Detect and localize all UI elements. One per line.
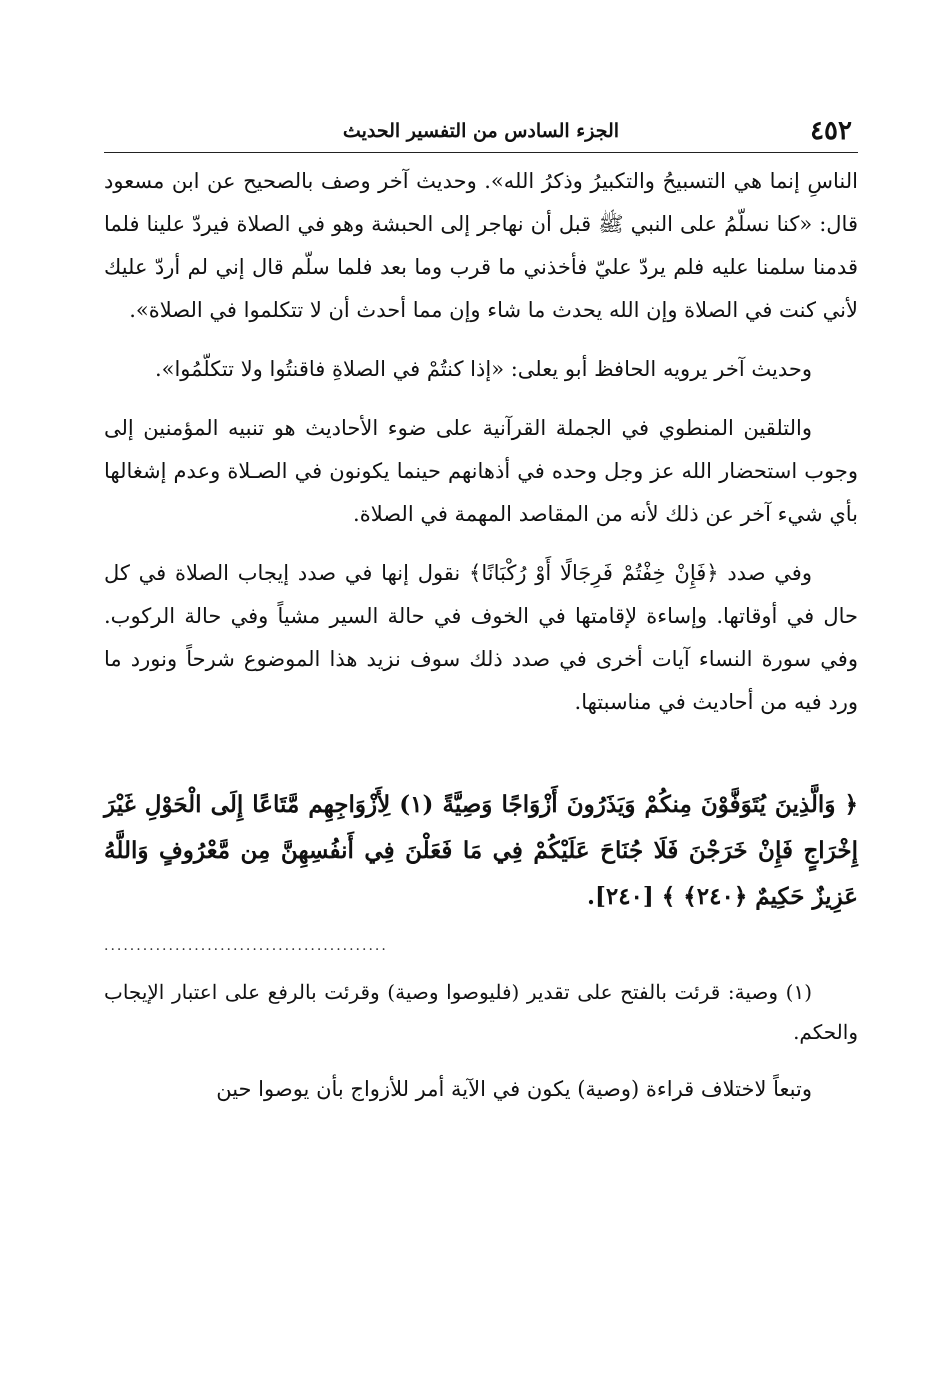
paragraph-abu-yala-hadith: وحديث آخر يرويه الحافظ أبو يعلى: «إذا كنتُمْ في الصلاةِ فاقنتُوا ولا تتكلّمُوا».	[154, 357, 812, 381]
paragraph-fear-prayer: وفي صدد ﴿فَإِنْ خِفْتُمْ فَرِجَالًا أَوْ رُكْبَانًا﴾ نقول إنها في صدد إيجاب الصلاة في كل حال في أوقاتها. وإساءة لإقامتها في الخوف في حالة السير مشياً وفي حالة الركوب. وفي سورة النساء آيات أخرى في صدد ذلك سوف نزيد هذا الموضوع شرحاً ونورد ما ورد فيه من أحاديث في مناسبتها.	[104, 561, 858, 714]
footnote-1: (١) وصية: قرئت بالفتح على تقدير (فليوصوا وصية) وقرئت بالرفع على اعتبار الإيجاب والحكم.	[104, 980, 858, 1044]
paragraph-continued: الناسِ إنما هي التسبيحُ والتكبيرُ وذكرُ الله». وحديث آخر وصف بالصحيح عن ابن مسعود قال: «كنا نسلّمُ على النبي ﷺ قبل أن نهاجر إلى الحبشة وهو في الصلاة فيردّ علينا فلما قدمنا سلمنا عليه فلم يردّ عليّ فأخذني ما قرب وما بعد فلما سلّم قال إني لم أردّ عليك لأني كنت في الصلاة وإن الله يحدث ما شاء وإن مما أحدث أن لا تتكلموا في الصلاة».	[104, 169, 858, 322]
quran-verse-240: ﴿ وَالَّذِينَ يُتَوَفَّوْنَ مِنكُمْ وَيَذَرُونَ أَزْوَاجًا وَصِيَّةً (١) لِأَزْوَاجِهِم مَّتَاعًا إِلَى الْحَوْلِ غَيْرَ إِخْرَاجٍ فَإِنْ خَرَجْنَ فَلَا جُنَاحَ عَلَيْكُمْ فِي مَا فَعَلْنَ فِي أَنفُسِهِنَّ مِن مَّعْرُوفٍ وَاللَّهُ عَزِيزٌ حَكِيمٌ ﴿٢٤٠﴾ ﴾ [٢٤٠].	[104, 791, 858, 910]
page-header	[104, 112, 858, 153]
page-content	[104, 160, 858, 1127]
running-title: الجزء السادس من التفسير الحديث	[342, 120, 620, 142]
paragraph-continuation: وتبعاً لاختلاف قراءة (وصية) يكون في الآية أمر للأزواج بأن يوصوا حين	[216, 1077, 812, 1101]
paragraph-lesson: والتلقين المنطوي في الجملة القرآنية على ضوء الأحاديث هو تنبيه المؤمنين إلى وجوب استحضار الله عز وجل وحده في أذهانهم حينما يكونون في الصـلاة وعدم إشغالها بأي شيء آخر عن ذلك لأنه من المقاصد المهمة في الصلاة.	[104, 416, 858, 526]
page-number: ٤٥٢	[810, 116, 852, 146]
footnote-separator: ............................................	[104, 938, 388, 954]
